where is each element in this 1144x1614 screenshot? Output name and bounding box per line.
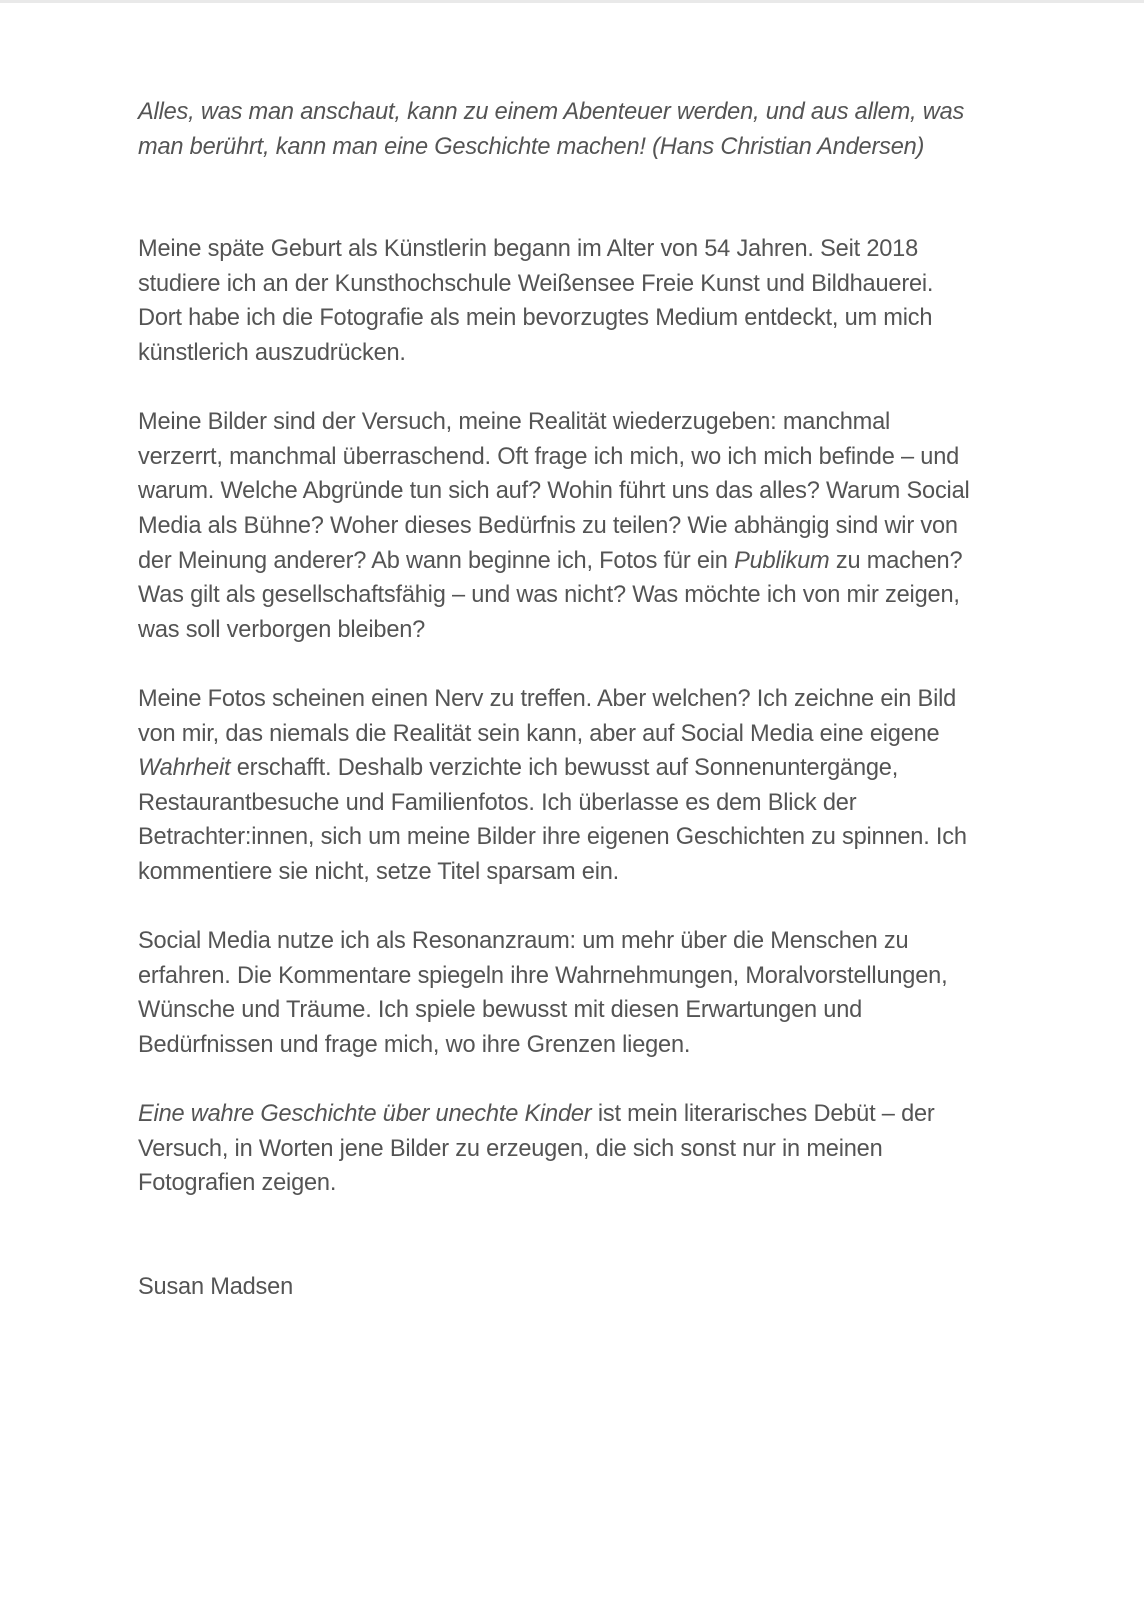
quote-line: Alles, was man anschaut, kann zu einem Abenteuer werden, und aus allem, was bbox=[138, 99, 965, 125]
text-line: Wünsche und Träume. Ich spiele bewusst mit diesen Erwartungen und bbox=[138, 997, 863, 1024]
emphasis-publikum: Publikum bbox=[734, 547, 830, 574]
text-line: Bedürfnissen und frage mich, wo ihre Grenzen liegen. bbox=[138, 1031, 691, 1058]
text-line: warum. Welche Abgründe tun sich auf? Wohin führt uns das alles? Warum Social bbox=[138, 478, 970, 505]
text-line: was soll verborgen bleiben? bbox=[138, 616, 426, 643]
author-signature: Susan Madsen bbox=[138, 1273, 293, 1300]
text-line: Media als Bühne? Woher dieses Bedürfnis zu teilen? Wie abhängig sind wir von bbox=[138, 512, 958, 539]
text-line: Betrachter:innen, sich um meine Bilder ihre eigenen Geschichten zu spinnen. Ich bbox=[138, 824, 967, 851]
text-line: kommentiere sie nicht, setze Titel sparsam ein. bbox=[138, 858, 620, 885]
text-line: studiere ich an der Kunsthochschule Weißensee Freie Kunst und Bildhauerei. bbox=[138, 270, 934, 297]
text-line: Dort habe ich die Fotografie als mein bevorzugtes Medium entdeckt, um mich bbox=[138, 305, 933, 332]
quote-line: man berührt, kann man eine Geschichte machen! (Hans Christian Andersen) bbox=[138, 133, 925, 160]
text-line: erfahren. Die Kommentare spiegeln ihre Wahrnehmungen, Moralvorstellungen, bbox=[138, 962, 948, 989]
text-line: Meine Fotos scheinen einen Nerv zu treffen. Aber welchen? Ich zeichne ein Bild bbox=[138, 685, 957, 712]
text-line: Meine Bilder sind der Versuch, meine Realität wiederzugeben: manchmal bbox=[138, 409, 891, 436]
text-line: Was gilt als gesellschaftsfähig – und was nicht? Was möchte ich von mir zeigen, bbox=[138, 582, 960, 609]
paragraph-5 bbox=[138, 1097, 1018, 1201]
page-top-edge bbox=[0, 0, 1144, 3]
paragraph-1 bbox=[138, 232, 1018, 370]
emphasis-wahrheit: Wahrheit bbox=[138, 755, 231, 782]
text-run: erschafft. Deshalb verzichte ich bewusst auf Sonnenuntergänge, bbox=[230, 755, 899, 782]
paragraph-4 bbox=[138, 924, 1018, 1062]
book-title: Eine wahre Geschichte über unechte Kinder bbox=[138, 1101, 592, 1128]
epigraph-quote bbox=[138, 95, 1018, 164]
text-run: ist mein literarisches Debüt – der bbox=[591, 1101, 935, 1128]
text-line: Fotografien zeigen. bbox=[138, 1170, 337, 1197]
text-line bbox=[138, 1097, 1018, 1132]
text-line: verzerrt, manchmal überraschend. Oft frage ich mich, wo ich mich befinde – und bbox=[138, 443, 960, 470]
text-run: zu machen? bbox=[829, 547, 963, 574]
text-line: Restaurantbesuche und Familienfotos. Ich überlasse es dem Blick der bbox=[138, 789, 857, 816]
text-line: von mir, das niemals die Realität sein kann, aber auf Social Media eine eigene bbox=[138, 720, 940, 747]
document-page bbox=[138, 95, 1018, 1304]
paragraph-3 bbox=[138, 682, 1018, 890]
text-line: künstlerich auszudrücken. bbox=[138, 339, 406, 366]
paragraph-2 bbox=[138, 405, 1018, 647]
text-line bbox=[138, 544, 1018, 579]
text-line bbox=[138, 751, 1018, 786]
text-line: Meine späte Geburt als Künstlerin begann im Alter von 54 Jahren. Seit 2018 bbox=[138, 236, 919, 263]
text-line: Social Media nutze ich als Resonanzraum: um mehr über die Menschen zu bbox=[138, 928, 909, 955]
text-run: der Meinung anderer? Ab wann beginne ich, Fotos für ein bbox=[138, 547, 735, 574]
text-line: Versuch, in Worten jene Bilder zu erzeugen, die sich sonst nur in meinen bbox=[138, 1135, 883, 1162]
